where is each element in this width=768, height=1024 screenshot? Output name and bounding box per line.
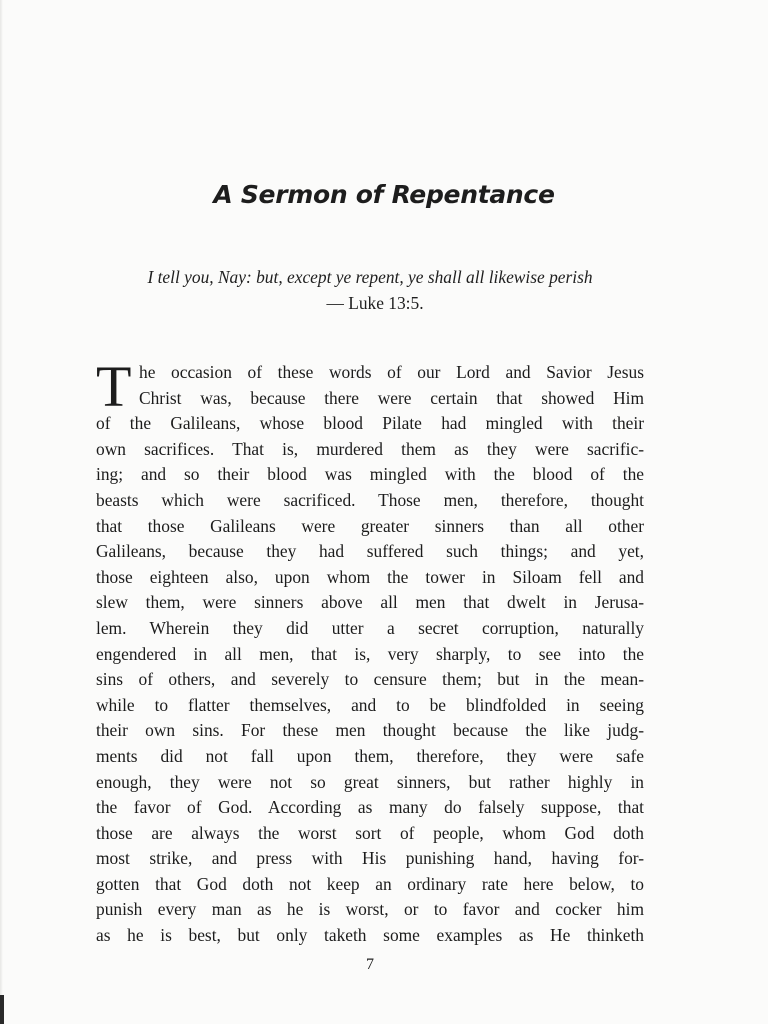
epigraph-citation: — Luke 13:5.	[326, 293, 424, 313]
epigraph	[96, 264, 644, 316]
body-line: those are always the worst sort of people, whom God doth	[96, 822, 644, 843]
sermon-body	[96, 354, 644, 949]
body-line: most strike, and press with His punishing hand, having for-	[96, 848, 644, 869]
body-line: enough, they were not so great sinners, but rather highly in	[96, 771, 644, 792]
scan-edge-mark	[0, 995, 4, 1024]
body-line: sins of others, and severely to censure them; but in the mean-	[96, 669, 644, 690]
body-line: Christ was, because there were certain that showed Him	[139, 387, 644, 408]
body-line: engendered in all men, that is, very sharply, to see into the	[96, 643, 644, 664]
page-edge-shadow	[0, 0, 3, 1024]
page-number: 7	[366, 956, 374, 973]
drop-cap: T	[96, 354, 132, 419]
body-line: own sacrifices. That is, murdered them as they were sacrific-	[96, 438, 644, 459]
body-line: ing; and so their blood was mingled with the blood of the	[96, 464, 644, 485]
body-line: gotten that God doth not keep an ordinary rate here below, to	[96, 873, 644, 894]
body-line: those eighteen also, upon whom the tower in Siloam fell and	[96, 566, 644, 587]
body-line: that those Galileans were greater sinners than all other	[96, 515, 644, 536]
body-line: of the Galileans, whose blood Pilate had mingled with their	[96, 413, 644, 434]
epigraph-quote: I tell you, Nay: but, except ye repent, ye shall all likewise perish	[147, 267, 593, 287]
body-line: ments did not fall upon them, therefore, they were safe	[96, 745, 644, 766]
body-line: as he is best, but only taketh some examples as He thinketh	[96, 925, 644, 946]
body-line: while to flatter themselves, and to be blindfolded in seeing	[96, 694, 644, 715]
body-line: punish every man as he is worst, or to favor and cocker him	[96, 899, 644, 920]
body-line: beasts which were sacrificed. Those men, therefore, thought	[96, 489, 644, 510]
body-line: he occasion of these words of our Lord and Savior Jesus	[139, 362, 644, 382]
body-line: the favor of God. According as many do falsely suppose, that	[96, 797, 644, 818]
body-line: their own sins. For these men thought because the like judg-	[96, 720, 644, 741]
body-line: lem. Wherein they did utter a secret corruption, naturally	[96, 617, 644, 638]
body-line: slew them, were sinners above all men that dwelt in Jerusa-	[96, 592, 644, 613]
body-line: Galileans, because they had suffered such things; and yet,	[96, 541, 644, 562]
chapter-title: A Sermon of Repentance	[213, 180, 555, 209]
